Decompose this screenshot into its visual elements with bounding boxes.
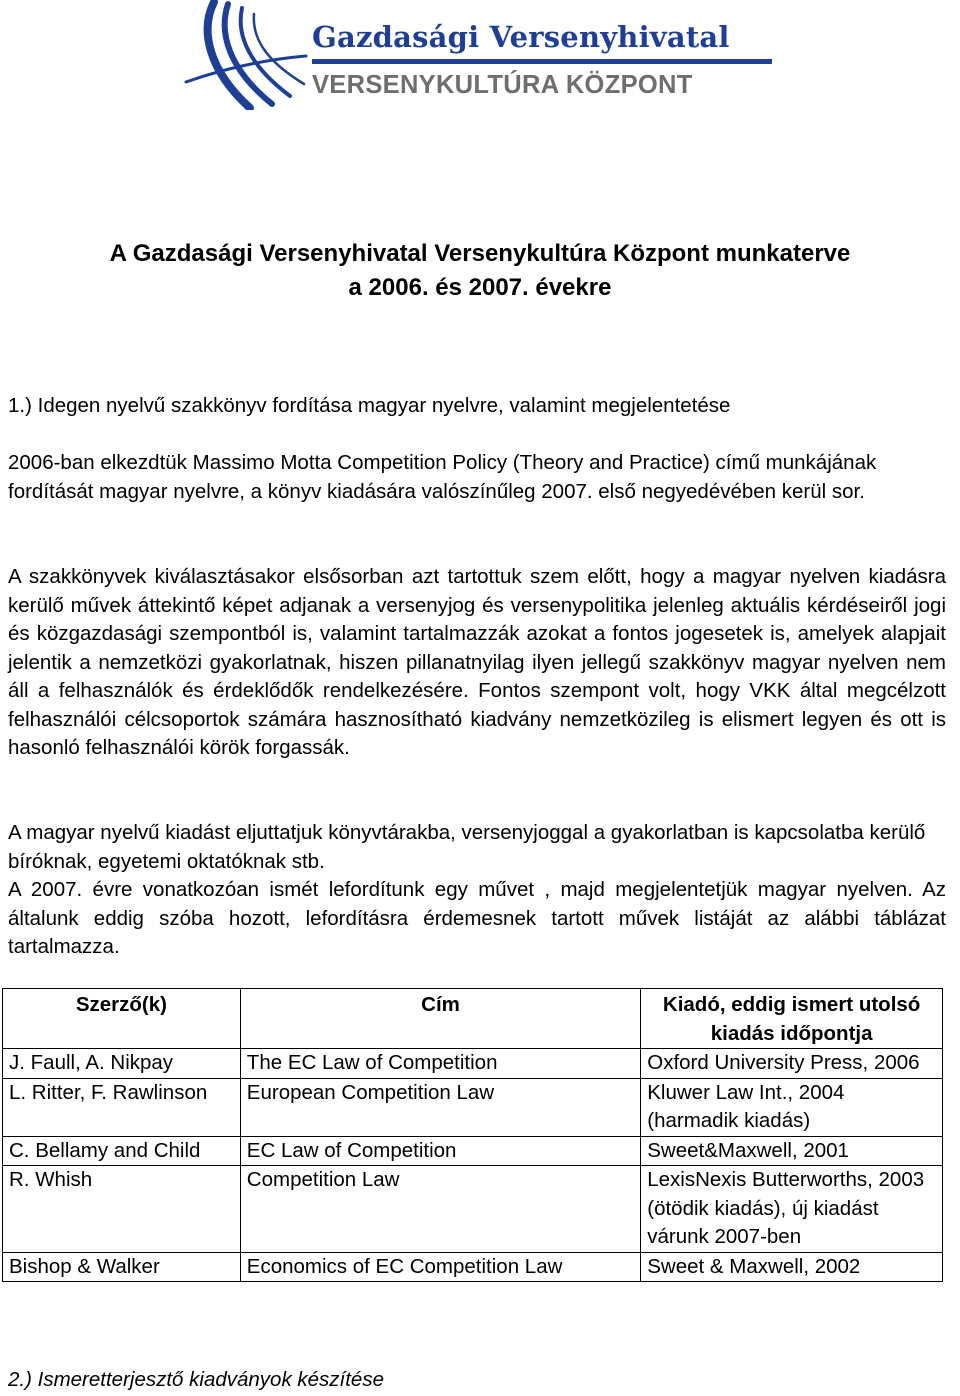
table-header-title: Cím [240, 989, 640, 1049]
table-row [3, 1252, 943, 1282]
document-title-line2: a 2006. és 2007. évekre [348, 274, 612, 301]
table-cell-title: Competition Law [240, 1166, 640, 1253]
logo-divider [312, 59, 772, 64]
book-table [2, 988, 943, 1282]
table-cell-author: L. Ritter, F. Rawlinson [3, 1078, 241, 1136]
table-cell-author: J. Faull, A. Nikpay [3, 1049, 241, 1079]
table-cell-title: EC Law of Competition [240, 1136, 640, 1166]
logo-subtitle: VERSENYKULTÚRA KÖZPONT [312, 71, 693, 99]
table-cell-author: Bishop & Walker [3, 1252, 241, 1282]
table-cell-publisher: Sweet & Maxwell, 2002 [641, 1252, 943, 1282]
section2-heading: 2.) Ismeretterjesztő kiadványok készítése [8, 1368, 384, 1391]
section1-heading: 1.) Idegen nyelvű szakkönyv fordítása magyar nyelvre, valamint megjelentetése [8, 394, 731, 417]
table-cell-publisher: Oxford University Press, 2006 [641, 1049, 943, 1079]
table-cell-publisher: Kluwer Law Int., 2004 (harmadik kiadás) [641, 1078, 943, 1136]
logo-title: Gazdasági Versenyhivatal [312, 20, 730, 54]
table-header-row [3, 989, 943, 1049]
document-title [0, 237, 960, 305]
table-row [3, 1078, 943, 1136]
table-cell-title: Economics of EC Competition Law [240, 1252, 640, 1282]
section1-paragraph-3: A magyar nyelvű kiadást eljuttatjuk könyvtárakba, versenyjoggal a gyakorlatban is kapcsolatba kerülő bíróknak, egyetemi oktatóknak stb. [8, 821, 926, 873]
table-cell-author: C. Bellamy and Child [3, 1136, 241, 1166]
table-cell-title: The EC Law of Competition [240, 1049, 640, 1079]
logo [180, 0, 780, 110]
section1-paragraph-4: A 2007. évre vonatkozóan ismét lefordítunk egy művet , majd megjelentetjük magyar nyelven. Az általunk eddig szóba hozott, lefordításra érdemesnek tartott művek listáját az alábbi táblázat tartalmazza. [8, 878, 946, 958]
table-row [3, 1049, 943, 1079]
section1-paragraph-2: A szakkönyvek kiválasztásakor elsősorban azt tartottuk szem előtt, hogy a magyar nyelven kiadásra kerülő művek áttekintő képet adjanak a versenyjog és versenypolitika jelenleg aktuális kérdéseiről jogi és közgazdasági szempontból is, valamint tartalmazzák azokat a fontos jogesetek is, amelyek alapjait jelentik a nemzetközi gyakorlatnak, hiszen pillanatnyilag ilyen jellegű szakkönyv magyar nyelven nem áll a felhasználók és érdeklődők rendelkezésére. Fontos szempont volt, hogy VKK által megcélzott felhasználói célcsoportok számára hasznosítható kiadvány nemzetközileg is elismert legyen és ott is hasonló felhasználói körök forgassák. [8, 565, 946, 759]
table-header-author: Szerző(k) [3, 989, 241, 1049]
table-row [3, 1166, 943, 1253]
table-header-publisher: Kiadó, eddig ismert utolsó kiadás időpontja [641, 989, 943, 1049]
document-title-line1: A Gazdasági Versenyhivatal Versenykultúra Központ munkaterve [109, 240, 851, 267]
table-cell-publisher: Sweet&Maxwell, 2001 [641, 1136, 943, 1166]
logo-swoosh-icon [180, 0, 310, 110]
table-cell-title: European Competition Law [240, 1078, 640, 1136]
table-cell-publisher: LexisNexis Butterworths, 2003 (ötödik kiadás), új kiadást várunk 2007-ben [641, 1166, 943, 1253]
table-row [3, 1136, 943, 1166]
section1-paragraph-1: 2006-ban elkezdtük Massimo Motta Competition Policy (Theory and Practice) című munkájának fordítását magyar nyelvre, a könyv kiadására valószínűleg 2007. első negyedévében kerül sor. [8, 451, 877, 503]
table-cell-author: R. Whish [3, 1166, 241, 1253]
